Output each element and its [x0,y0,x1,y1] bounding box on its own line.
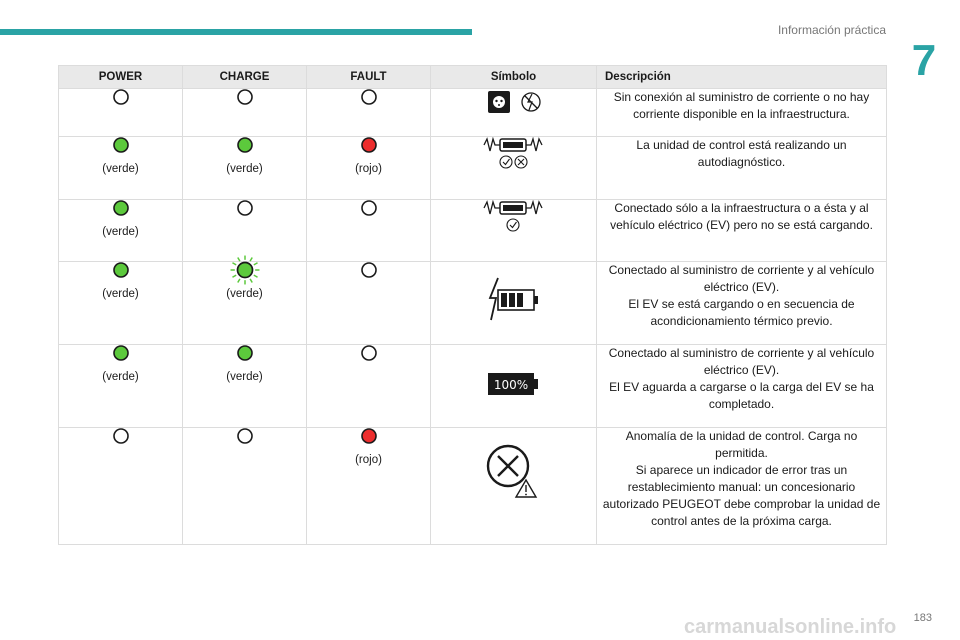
power-cell: (verde) [59,200,183,262]
header-description: Descripción [597,66,887,89]
fault-indicator-off [361,345,377,361]
table-row [59,345,887,428]
symbol-cell [431,89,597,137]
power-indicator-off [113,428,129,444]
power-indicator-green [113,262,129,278]
charge-indicator-blink [230,255,260,285]
charge-cell: (verde) [183,345,307,428]
description-cell: La unidad de control está realizando un autodiagnóstico. [597,137,887,200]
power-indicator-off [113,89,129,105]
charge-cell: (verde) [183,137,307,200]
table-row [59,262,887,345]
power-indicator-green [113,345,129,361]
description-cell: Conectado al suministro de corriente y al vehículo eléctrico (EV). El EV aguarda a cargarse o la carga del EV se ha completado. [597,345,887,428]
charging-battery-icon [484,276,544,326]
table-row [59,428,887,545]
page-number: 183 [913,612,932,624]
header-charge: CHARGE [183,66,307,89]
symbol-cell [431,262,597,345]
section-title: Información práctica [777,23,886,37]
table-row [59,137,887,200]
fault-indicator-off [361,200,377,216]
charge-indicator-off [237,428,253,444]
charge-indicator-off [237,89,253,105]
charge-cell [183,428,307,545]
power-cell: (verde) [59,262,183,345]
chapter-number: 7 [911,36,937,85]
symbol-cell [431,200,597,262]
fault-cell: (rojo) [307,428,431,545]
power-cell: (verde) [59,137,183,200]
accent-bar [0,29,472,35]
header-fault: FAULT [307,66,431,89]
indicator-table [58,65,887,545]
charge-cell [183,200,307,262]
charge-indicator-off [237,200,253,216]
fault-cell [307,345,431,428]
power-indicator-green [113,200,129,216]
no-supply-symbols [482,89,546,117]
watermark: carmanualsonline.info [684,616,897,638]
fault-indicator-off [361,262,377,278]
fault-indicator-red [361,137,377,153]
full-battery-icon [486,371,542,397]
fault-cell [307,200,431,262]
charge-cell [183,89,307,137]
charge-indicator-green [237,345,253,361]
header-symbol: Símbolo [431,66,597,89]
connected-idle-symbol [482,200,546,234]
fault-warning-icon [486,442,542,500]
table-header-row [59,66,887,89]
fault-indicator-off [361,89,377,105]
charge-cell: (verde) [183,262,307,345]
fault-cell [307,89,431,137]
header-power: POWER [59,66,183,89]
power-cell [59,89,183,137]
power-cell [59,428,183,545]
table-row [59,200,887,262]
fault-cell: (rojo) [307,137,431,200]
charge-indicator-green [237,137,253,153]
power-indicator-green [113,137,129,153]
power-cell: (verde) [59,345,183,428]
description-cell: Anomalía de la unidad de control. Carga no permitida. Si aparece un indicador de error tras un restablecimiento manual: un concesionario autorizado PEUGEOT debe comprobar la unidad de control antes de la próxima carga. [597,428,887,545]
battery-percent-text: 100% [493,378,528,392]
symbol-cell [431,345,597,428]
table-row [59,89,887,137]
description-cell: Sin conexión al suministro de corriente o no hay corriente disponible en la infraestructura. [597,89,887,137]
description-cell: Conectado al suministro de corriente y al vehículo eléctrico (EV). El EV se está cargando o en secuencia de acondicionamiento térmico previo. [597,262,887,345]
fault-indicator-red [361,428,377,444]
self-test-symbol [482,137,546,171]
symbol-cell [431,137,597,200]
description-cell: Conectado sólo a la infraestructura o a ésta y al vehículo eléctrico (EV) pero no se está cargando. [597,200,887,262]
symbol-cell [431,428,597,545]
fault-cell [307,262,431,345]
